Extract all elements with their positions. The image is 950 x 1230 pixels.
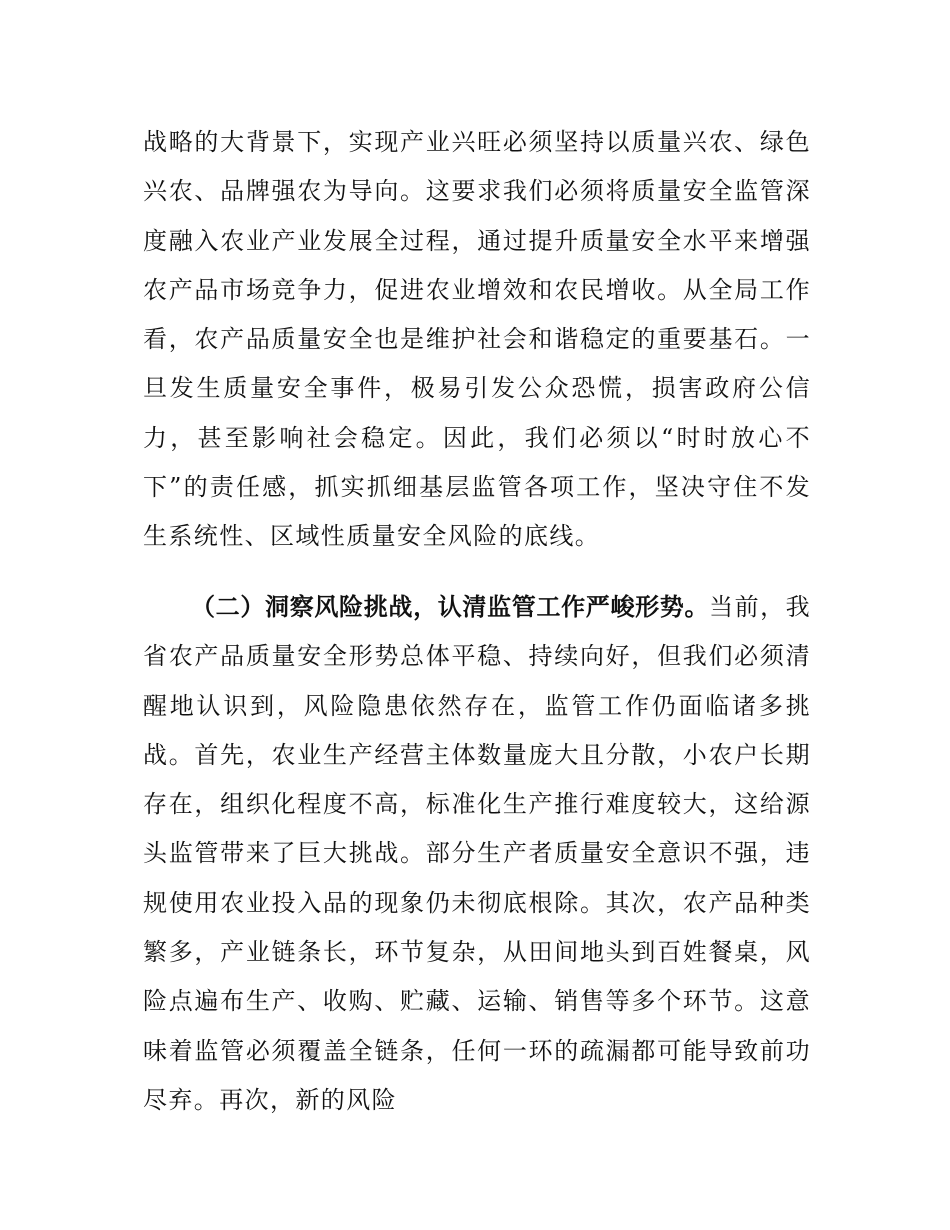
paragraph-2-heading: （二）洞察风险挑战，认清监管工作严峻形势。 (191, 593, 710, 621)
paragraph-1 (143, 118, 811, 562)
paragraph-1-text: 战略的大背景下，实现产业兴旺必须坚持以质量兴农、绿色兴农、品牌强农为导向。这要求我们必须将质量安全监管深度融入农业产业发展全过程，通过提升质量安全水平来增强农产品市场竞争力，促进农业增效和农民增收。从全局工作看，农产品质量安全也是维护社会和谐稳定的重要基石。一旦发生质量安全事件，极易引发公众恐慌，损害政府公信力，甚至影响社会稳定。因此，我们必须以“时时放心不下”的责任感，抓实抓细基层监管各项工作，坚决守住不发生系统性、区域性质量安全风险的底线。 (143, 128, 811, 551)
paragraph-2-text: 当前，我省农产品质量安全形势总体平稳、持续向好，但我们必须清醒地认识到，风险隐患依然存在，监管工作仍面临诸多挑战。首先，农业生产经营主体数量庞大且分散，小农户长期存在，组织化程度不高，标准化生产推行难度较大，这给源头监管带来了巨大挑战。部分生产者质量安全意识不强，违规使用农业投入品的现象仍未彻底根除。其次，农产品种类繁多，产业链条长，环节复杂，从田间地头到百姓餐桌，风险点遍布生产、收购、贮藏、运输、销售等多个环节。这意味着监管必须覆盖全链条，任何一环的疏漏都可能导致前功尽弃。再次，新的风险 (143, 593, 811, 1114)
paragraph-2 (143, 583, 811, 1125)
